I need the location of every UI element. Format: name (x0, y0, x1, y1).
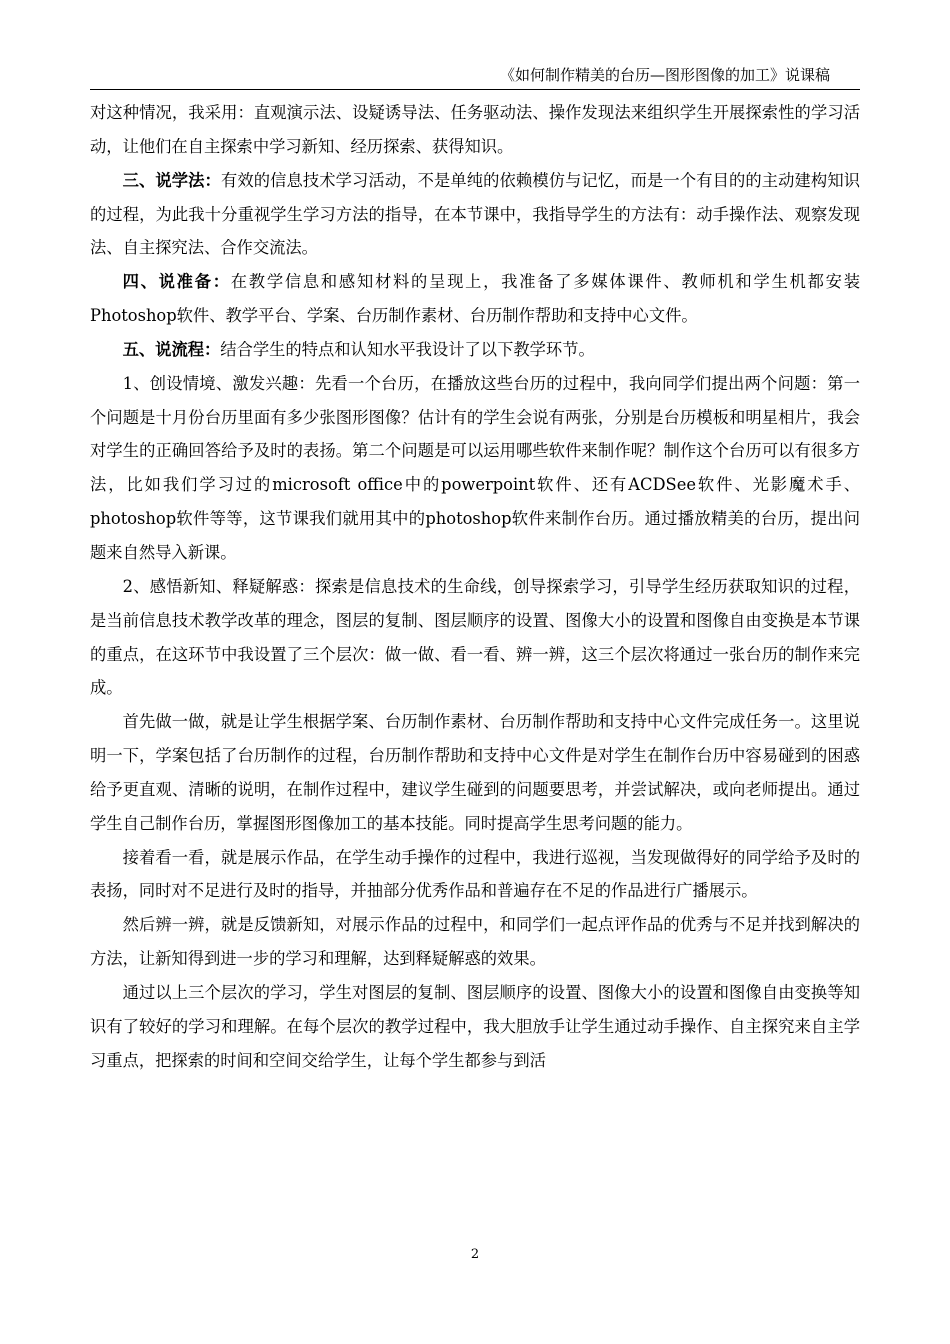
header-title: 《如何制作精美的台历—图形图像的加工》说课稿 (499, 66, 830, 84)
paragraph-discern-it (90, 908, 860, 976)
paragraph-study-method-text: 有效的信息技术学习活动，不是单纯的依赖模仿与记忆，而是一个有目的的主动建构知识的过程，为此我十分重视学生学习方法的指导，在本节课中，我指导学生的方法有：动手操作法、观察发现法、自主探究法、合作交流法。 (90, 170, 860, 258)
paragraph-1 (90, 96, 860, 164)
paragraph-step-2-text: 2、感悟新知、释疑解惑：探索是信息技术的生命线，创导探索学习，引导学生经历获取知识的过程，是当前信息技术教学改革的理念，图层的复制、图层顺序的设置、图像大小的设置和图像自由变换是本节课的重点，在这环节中我设置了三个层次：做一做、看一看、辨一辨，这三个层次将通过一张台历的制作来完成。 (90, 576, 860, 698)
paragraph-process-text: 结合学生的特点和认知水平我设计了以下教学环节。 (220, 339, 595, 359)
paragraph-step-2 (90, 570, 860, 705)
paragraph-1-text: 对这种情况，我采用：直观演示法、设疑诱导法、任务驱动法、操作发现法来组织学生开展探索性的学习活动，让他们在自主探索中学习新知、经历探索、获得知识。 (90, 103, 860, 156)
section-heading-preparation: 四、说准备： (122, 272, 231, 292)
paragraph-summary-text: 通过以上三个层次的学习，学生对图层的复制、图层顺序的设置、图像大小的设置和图像自由变换等知识有了较好的学习和理解。在每个层次的教学过程中，我大胆放手让学生通过动手操作、自主探究来自主学习重点，把探索的时间和空间交给学生，让每个学生都参与到活 (90, 982, 860, 1070)
page-header (90, 64, 860, 90)
paragraph-step-1-text: 1、创设情境、激发兴趣：先看一个台历，在播放这些台历的过程中，我向同学们提出两个问题：第一个问题是十月份台历里面有多少张图形图像？估计有的学生会说有两张，分别是台历模板和明星相片，我会对学生的正确回答给予及时的表扬。第二个问题是可以运用哪些软件来制作呢？制作这个台历可以有很多方法，比如我们学习过的microsoft office中的powerpoint软件、还有ACDSee软件、光影魔术手、photoshop软件等等，这节课我们就用其中的photoshop软件来制作台历。通过播放精美的台历，提出问题来自然导入新课。 (90, 373, 860, 562)
paragraph-look-at-it (90, 841, 860, 909)
paragraph-preparation (90, 265, 860, 333)
paragraph-preparation-text: 在教学信息和感知材料的呈现上，我准备了多媒体课件、教师机和学生机都安装Photoshop软件、教学平台、学案、台历制作素材、台历制作帮助和支持中心文件。 (90, 272, 860, 326)
paragraph-step-1 (90, 367, 860, 570)
section-heading-process: 五、说流程： (122, 339, 221, 359)
body-text (90, 96, 860, 1077)
paragraph-look-at-it-text: 接着看一看，就是展示作品，在学生动手操作的过程中，我进行巡视，当发现做得好的同学给予及时的表扬，同时对不足进行及时的指导，并抽部分优秀作品和普遍存在不足的作品进行广播展示。 (90, 847, 860, 901)
paragraph-summary (90, 976, 860, 1078)
paragraph-discern-it-text: 然后辨一辨，就是反馈新知，对展示作品的过程中，和同学们一起点评作品的优秀与不足并找到解决的方法，让新知得到进一步的学习和理解，达到释疑解惑的效果。 (90, 915, 860, 969)
paragraph-do-it-text: 首先做一做，就是让学生根据学案、台历制作素材、台历制作帮助和支持中心文件完成任务一。这里说明一下，学案包括了台历制作的过程，台历制作帮助和支持中心文件是对学生在制作台历中容易碰到的困惑给予更直观、清晰的说明，在制作过程中，建议学生碰到的问题要思考，并尝试解决，或向老师提出。通过学生自己制作台历，掌握图形图像加工的基本技能。同时提高学生思考问题的能力。 (90, 712, 860, 833)
section-heading-study-method: 三、说学法： (122, 170, 221, 190)
paragraph-do-it (90, 705, 860, 840)
paragraph-study-method (90, 164, 860, 266)
paragraph-process (90, 333, 860, 367)
page-number: 2 (470, 1247, 480, 1262)
